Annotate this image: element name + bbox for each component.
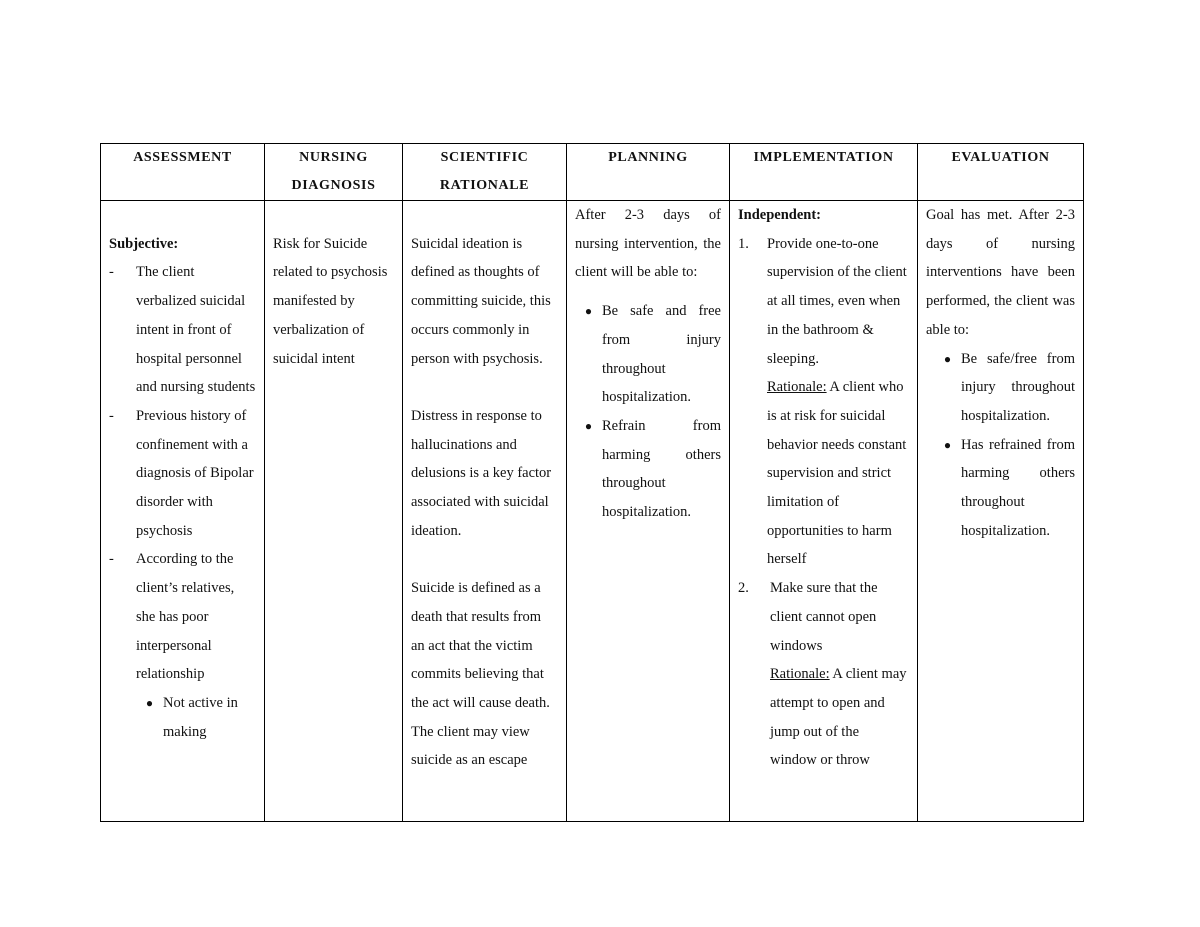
bullet-icon: ● — [584, 304, 593, 319]
header-scientific-rationale: SCIENTIFIC RATIONALE — [403, 144, 567, 201]
evaluation-intro: Goal has met. After 2-3 days of nursing interventions have been performed, the client was able to: — [926, 207, 1075, 338]
evaluation-bullet: ● Be safe/free from injury throughout hospitalization. — [926, 345, 1075, 431]
diagnosis-text: Risk for Suicide related to psychosis manifested by verbalization of suicidal intent — [273, 235, 388, 367]
bullet-icon: ● — [943, 351, 952, 366]
rationale-label: Rationale: — [770, 666, 830, 683]
assessment-item: - Previous history of confinement with a diagnosis of Bipolar disorder with psychosis — [109, 407, 254, 539]
intervention-item: 2. Make sure that the client cannot open windows Rationale: A client may attempt to open and jump out of the window or throw — [738, 580, 907, 769]
content-row — [101, 201, 1084, 822]
rationale-paragraph: Suicide is defined as a death that results from an act that the victim commits believing that the act will cause death. The client may view suicide as an escape — [411, 580, 550, 769]
bullet-icon: ● — [943, 437, 952, 452]
nursing-care-plan-table — [100, 143, 1084, 822]
assessment-item: - According to the client’s relatives, she has poor interpersonal relationship — [109, 551, 235, 683]
header-row — [101, 144, 1084, 201]
bullet-icon: ● — [145, 695, 154, 710]
intervention-item: 1. Provide one-to-one supervision of the client at all times, even when in the bathroom & sleeping. Rationale: A client who is at risk for suicidal behavior needs constant supervision and strict limitation of opportunities to harm herself — [738, 235, 907, 568]
header-implementation: IMPLEMENTATION — [730, 144, 918, 201]
planning-cell — [567, 201, 730, 822]
planning-bullet: ● Refrain from harming others throughout hospitalization. — [575, 412, 721, 527]
header-assessment: ASSESSMENT — [101, 144, 265, 201]
rationale-label: Rationale: — [767, 379, 827, 396]
scientific-rationale-cell — [403, 201, 567, 822]
planning-bullet: ● Be safe and free from injury throughout hospitalization. — [575, 297, 721, 412]
header-evaluation: EVALUATION — [918, 144, 1084, 201]
header-planning: PLANNING — [567, 144, 730, 201]
subjective-label: Subjective: — [109, 235, 179, 252]
bullet-icon: ● — [584, 418, 593, 433]
rationale-paragraph: Suicidal ideation is defined as thoughts of committing suicide, this occurs commonly in person with psychosis. — [411, 235, 551, 367]
evaluation-cell — [918, 201, 1084, 822]
implementation-cell — [730, 201, 918, 822]
rationale-paragraph: Distress in response to hallucinations and delusions is a key factor associated with suicidal ideation. — [411, 407, 552, 539]
assessment-cell — [101, 201, 265, 822]
nursing-diagnosis-cell — [265, 201, 403, 822]
header-nursing-diagnosis: NURSING DIAGNOSIS — [265, 144, 403, 201]
planning-goal: After 2-3 days of nursing intervention, the client will be able to: — [575, 207, 721, 281]
independent-heading: Independent: — [738, 207, 821, 223]
assessment-sub-bullet: ● Not active in making — [109, 689, 256, 746]
assessment-item: - The client verbalized suicidal intent in front of hospital personnel and nursing students — [109, 264, 256, 396]
evaluation-bullet: ● Has refrained from harming others throughout hospitalization. — [926, 431, 1075, 546]
